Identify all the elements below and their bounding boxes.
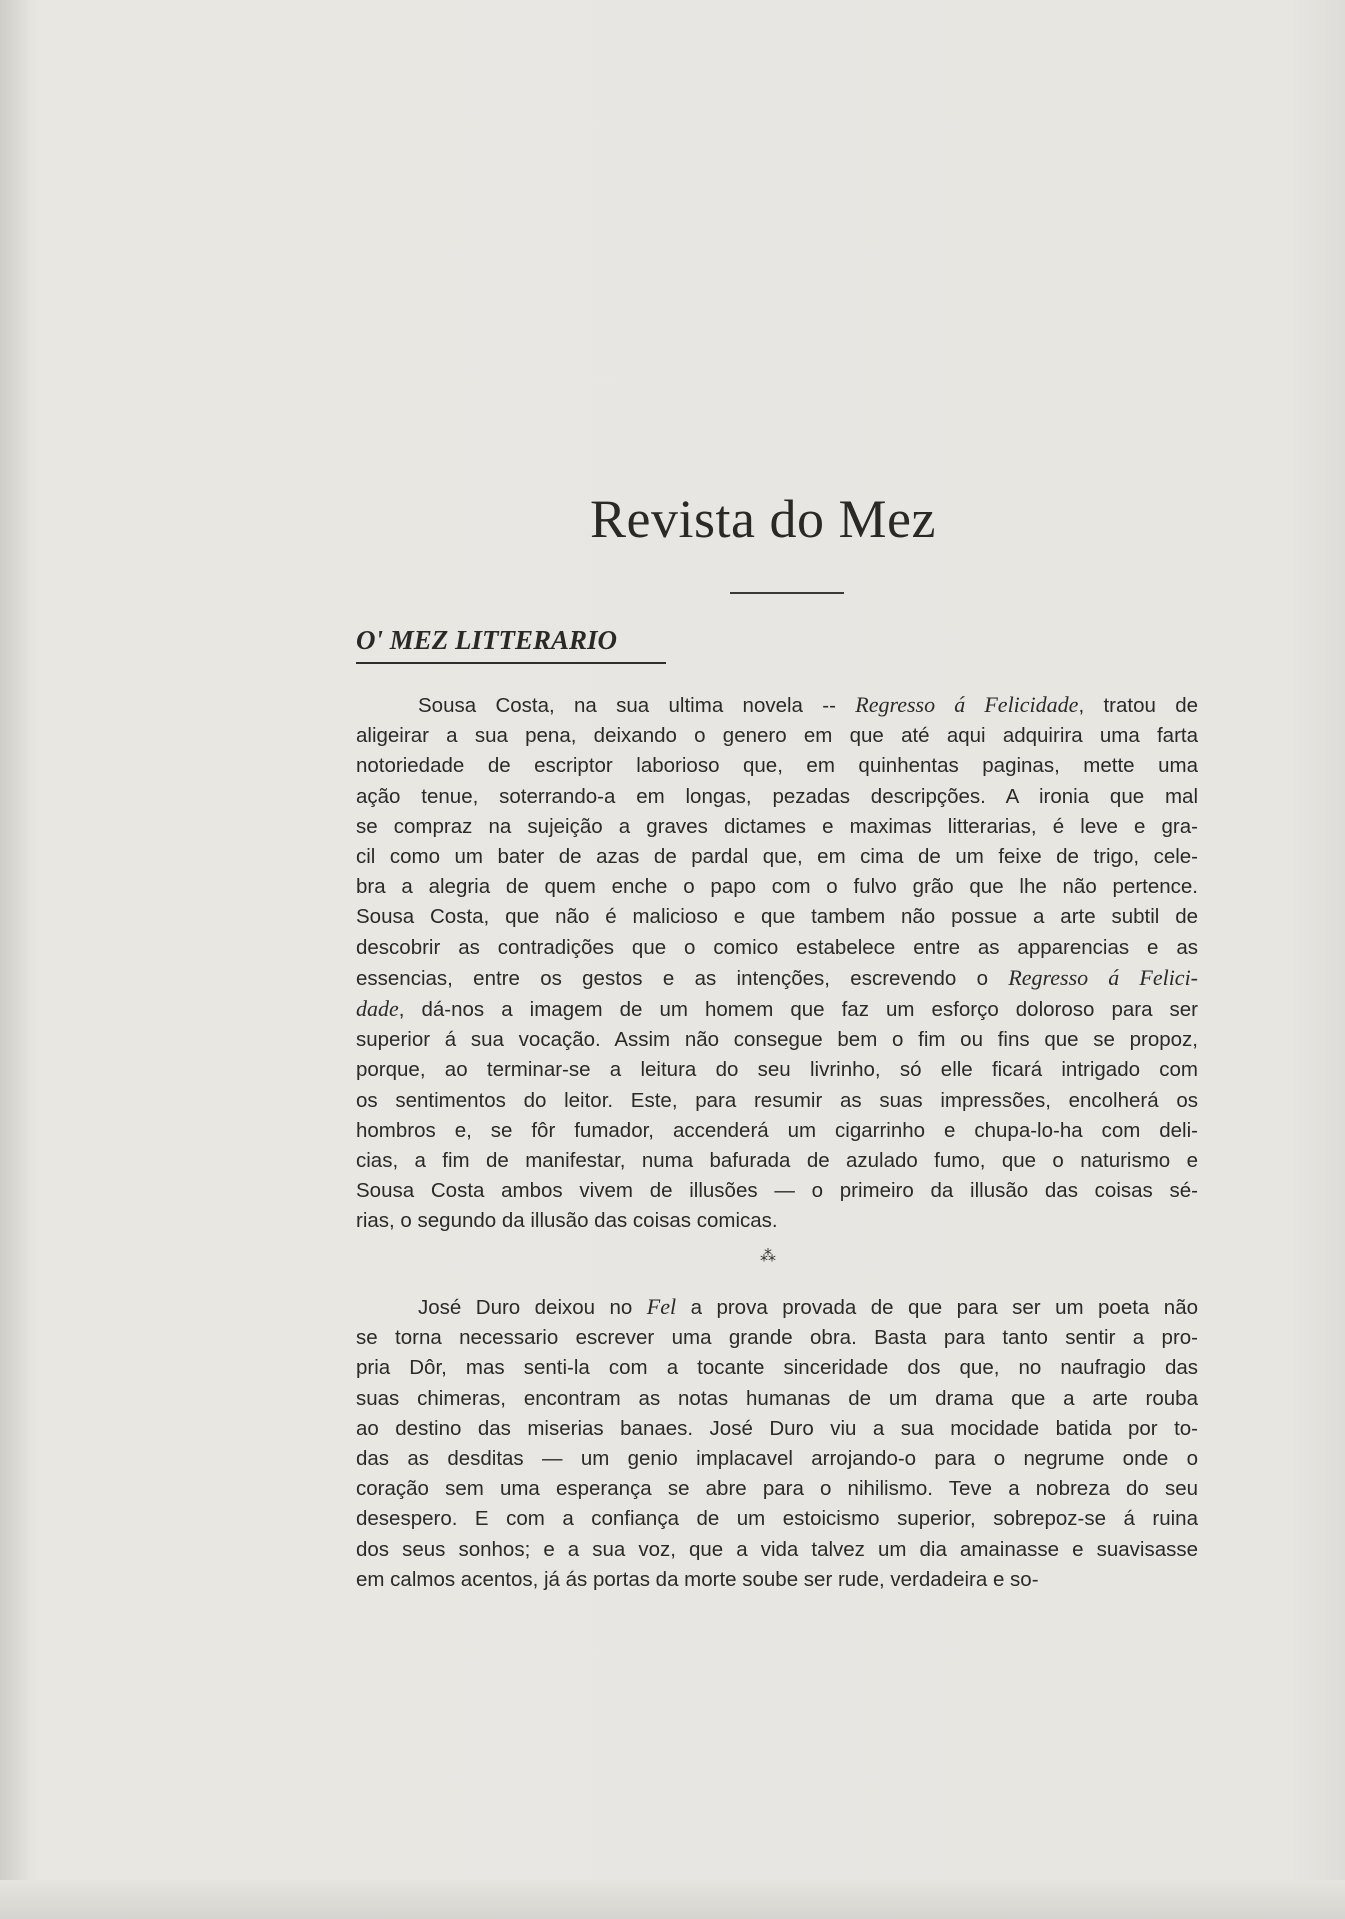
asterism-separator: ⁂ bbox=[760, 1246, 776, 1265]
text-run: pria Dôr, mas senti-la com a tocante sinceridade dos que, no naufragio das bbox=[356, 1356, 1198, 1380]
text-line bbox=[356, 933, 1198, 963]
text-line bbox=[356, 1504, 1198, 1534]
text-run: superior á sua vocação. Assim não consegue bem o fim ou fins que se propoz, bbox=[356, 1028, 1198, 1052]
text-run: os sentimentos do leitor. Este, para resumir as suas impressões, encolherá os bbox=[356, 1088, 1198, 1112]
text-run: ação tenue, soterrando-a em longas, pezadas descripções. A ironia que mal bbox=[356, 784, 1198, 808]
text-run: porque, ao terminar-se a leitura do seu livrinho, só elle ficará intrigado com bbox=[356, 1058, 1198, 1082]
text-run: a prova provada de que para ser um poeta não bbox=[676, 1296, 1198, 1319]
text-line bbox=[356, 1384, 1198, 1414]
text-run: José Duro deixou no bbox=[418, 1296, 647, 1319]
text-line bbox=[356, 1055, 1198, 1085]
text-run: suas chimeras, encontram as notas humanas de um drama que a arte rouba bbox=[356, 1386, 1198, 1410]
italic-title: Regresso á Felicidade bbox=[855, 692, 1079, 717]
text-line bbox=[356, 842, 1198, 872]
text-line bbox=[356, 1444, 1198, 1474]
paragraph-sousa-costa bbox=[356, 690, 1198, 1237]
text-run: bra a alegria de quem enche o papo com o fulvo grão que lhe não pertence. bbox=[356, 875, 1198, 899]
page-left-edge bbox=[0, 0, 28, 1919]
text-run: cias, a fim de manifestar, numa bafurada de azulado fumo, que o naturismo e bbox=[356, 1149, 1198, 1173]
page-bottom-edge bbox=[0, 1880, 1345, 1919]
text-run: cil como um bater de azas de pardal que, em cima de um feixe de trigo, cele- bbox=[356, 845, 1198, 869]
text-run: rias, o segundo da illusão das coisas comicas. bbox=[356, 1209, 778, 1233]
text-line bbox=[356, 1086, 1198, 1116]
text-line bbox=[356, 1146, 1198, 1176]
text-run: Sousa Costa, que não é malicioso e que tambem não possue a arte subtil de bbox=[356, 905, 1198, 929]
text-run: Sousa Costa ambos vivem de illusões — o primeiro da illusão das coisas sé- bbox=[356, 1179, 1198, 1203]
text-run: aligeirar a sua pena, deixando o genero em que até aqui adquirira uma farta bbox=[356, 724, 1198, 748]
text-line bbox=[356, 1025, 1198, 1055]
text-run: hombros e, se fôr fumador, accenderá um cigarrinho e chupa-lo-ha com deli- bbox=[356, 1118, 1198, 1142]
page-title: Revista do Mez bbox=[590, 489, 936, 549]
text-run: dos seus sonhos; e a sua voz, que a vida talvez um dia amainasse e suavisasse bbox=[356, 1537, 1198, 1561]
text-run: descobrir as contradições que o comico estabelece entre as apparencias e as bbox=[356, 935, 1198, 959]
text-line bbox=[356, 690, 1198, 721]
text-run: em calmos acentos, já ás portas da morte soube ser rude, verdadeira e so- bbox=[356, 1567, 1039, 1591]
text-line bbox=[356, 1206, 1198, 1236]
text-line bbox=[356, 902, 1198, 932]
text-run: notoriedade de escriptor laborioso que, em quinhentas paginas, mette uma bbox=[356, 754, 1198, 778]
text-run: das as desditas — um genio implacavel arrojando-o para o negrume onde o bbox=[356, 1447, 1198, 1471]
text-line bbox=[356, 782, 1198, 812]
section-heading: O' MEZ LITTERARIO bbox=[356, 625, 618, 655]
text-line bbox=[356, 1353, 1198, 1383]
text-line bbox=[356, 1474, 1198, 1504]
text-line bbox=[356, 1535, 1198, 1565]
paragraph-jose-duro bbox=[356, 1292, 1198, 1595]
text-run: , tratou de bbox=[1078, 694, 1199, 717]
text-line bbox=[356, 994, 1198, 1025]
text-run: desespero. E com a confiança de um estoicismo superior, sobrepoz-se á ruina bbox=[356, 1507, 1198, 1531]
text-line bbox=[356, 1323, 1198, 1353]
italic-title: Fel bbox=[646, 1294, 677, 1319]
text-run: , dá-nos a imagem de um homem que faz um esforço doloroso para ser bbox=[398, 998, 1198, 1022]
text-run: se torna necessario escrever uma grande obra. Basta para tanto sentir a pro- bbox=[356, 1326, 1198, 1350]
text-run: ao destino das miserias banaes. José Duro viu a sua mocidade batida por to- bbox=[356, 1416, 1198, 1440]
title-rule bbox=[730, 592, 844, 594]
text-line bbox=[356, 1414, 1198, 1444]
italic-title: dade bbox=[356, 996, 399, 1022]
text-line bbox=[356, 751, 1198, 781]
text-line bbox=[356, 1116, 1198, 1146]
italic-title: Regresso á Felici- bbox=[1008, 964, 1199, 990]
text-line bbox=[356, 963, 1198, 994]
text-line bbox=[356, 1565, 1198, 1595]
text-run: Sousa Costa, na sua ultima novela -- bbox=[418, 694, 856, 717]
text-line bbox=[356, 1292, 1198, 1323]
section-underline bbox=[356, 662, 666, 664]
text-run: coração sem uma esperança se abre para o nihilismo. Teve a nobreza do seu bbox=[356, 1477, 1198, 1501]
text-run: se compraz na sujeição a graves dictames e maximas litterarias, é leve e gra- bbox=[356, 814, 1198, 838]
text-line bbox=[356, 1176, 1198, 1206]
text-line bbox=[356, 721, 1198, 751]
text-line bbox=[356, 872, 1198, 902]
text-run: essencias, entre os gestos e as intenções, escrevendo o bbox=[356, 966, 1009, 990]
text-line bbox=[356, 812, 1198, 842]
